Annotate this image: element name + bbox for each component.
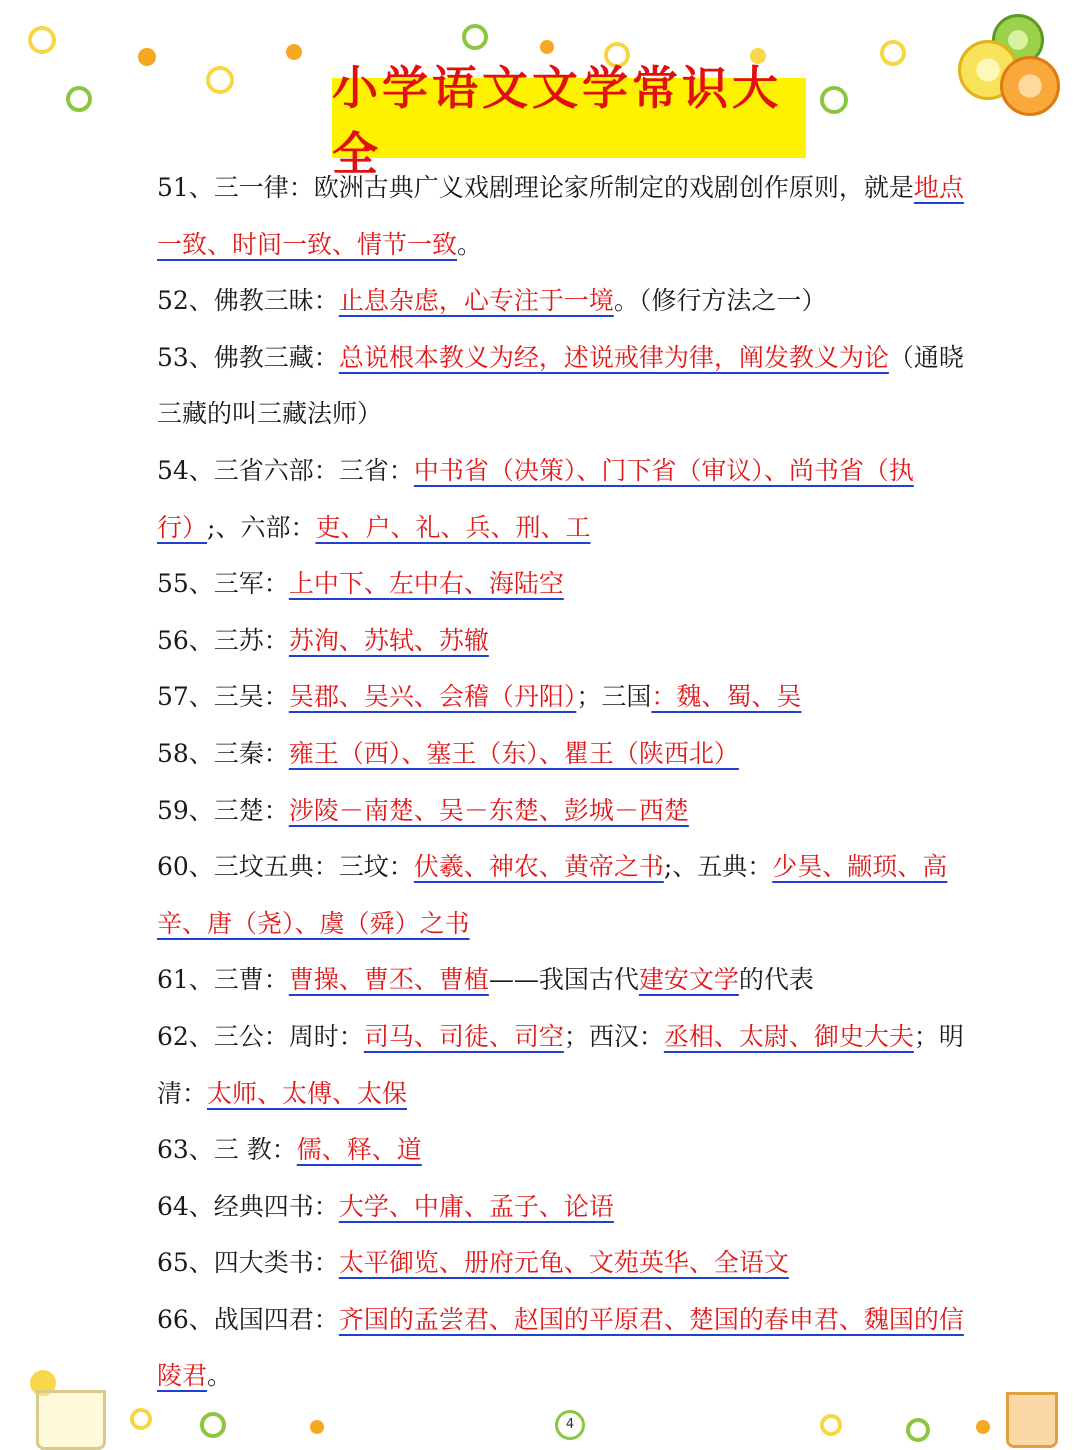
entry-label: 66、战国四君：	[157, 1304, 339, 1334]
entry-label: 57、三吴：	[157, 682, 289, 712]
entry-suffix: 。	[207, 1361, 233, 1391]
entry-answer: 大学、中庸、孟子、论语	[338, 1191, 614, 1221]
entry-answer: 吴郡、吴兴、会稽（丹阳）	[288, 682, 577, 712]
page-number: 4	[555, 1410, 585, 1440]
entry-answer: 丞相、太尉、御史大夫	[663, 1021, 914, 1051]
entry-answer: 中书省（决策）、门下省（审议）、尚书省（执行）	[157, 455, 914, 542]
list-item-57	[157, 669, 983, 726]
entry-label: 58、三秦：	[157, 738, 289, 768]
entry-answer: 儒、释、道	[296, 1135, 422, 1165]
entry-label: 65、四大类书：	[157, 1248, 339, 1278]
orange-slice-icon	[1000, 56, 1060, 116]
entry-mid: ；明清：	[157, 1021, 964, 1108]
list-item-54	[157, 443, 983, 556]
entry-label: 53、佛教三藏：	[157, 342, 339, 372]
entry-label: 51、三一律：欧洲古典广义戏剧理论家所制定的戏剧创作原则，就是	[157, 173, 914, 202]
entry-answer: 吏、户、礼、兵、刑、工	[315, 512, 591, 542]
entry-suffix: 。	[457, 229, 483, 259]
entry-answer: 止息杂虑，心专注于一境	[338, 286, 614, 316]
entry-answer: 涉陵－南楚、吴－东楚、彭城－西楚	[288, 795, 689, 825]
knowledge-list	[157, 160, 983, 1405]
entry-answer: 苏洵、苏轼、苏辙	[288, 625, 489, 655]
entry-label: 63、三 教：	[157, 1135, 297, 1165]
list-item-55	[157, 556, 983, 613]
entry-answer: 司马、司徒、司空	[363, 1021, 564, 1051]
decor-ring	[28, 26, 56, 54]
entry-answer: 曹操、曹丕、曹植	[288, 965, 489, 995]
entry-label: 54、三省六部：三省：	[157, 455, 414, 485]
list-item-53	[157, 330, 983, 443]
decor-ring	[206, 66, 234, 94]
entry-suffix: （通晓三藏的叫三藏法师）	[157, 342, 964, 429]
entry-label: 52、佛教三昧：	[157, 286, 339, 316]
list-item-58	[157, 726, 983, 783]
entry-answer: 建安文学	[638, 965, 739, 995]
lemonade-glass-icon	[36, 1390, 106, 1450]
decor-ring	[906, 1418, 930, 1442]
entry-answer: 雍王（西）、塞王（东）、瞿王（陕西北）	[288, 738, 739, 768]
entry-answer: 伏羲、神农、黄帝之书	[413, 852, 664, 882]
entry-label: 61、三曹：	[157, 965, 289, 995]
decor-dot	[310, 1420, 324, 1434]
entry-mid: ——我国古代	[488, 965, 639, 995]
list-item-52	[157, 273, 983, 330]
entry-label: 56、三苏：	[157, 625, 289, 655]
decor-ring	[880, 40, 906, 66]
entry-mid: ;、六部：	[207, 512, 316, 542]
decor-ring	[462, 24, 488, 50]
decor-ring	[130, 1408, 152, 1430]
entry-answer: 地点一致、时间一致、情节一致	[157, 173, 964, 259]
page-title: 小学语文文学常识大全	[332, 61, 782, 181]
list-item-60	[157, 839, 983, 952]
entry-label: 64、经典四书：	[157, 1191, 339, 1221]
entry-label: 62、三公：周时：	[157, 1021, 364, 1051]
list-item-51	[157, 160, 983, 273]
entry-answer: 太师、太傅、太保	[207, 1078, 408, 1108]
list-item-64	[157, 1179, 983, 1236]
decor-dot	[286, 44, 302, 60]
list-item-56	[157, 613, 983, 670]
decor-ring	[200, 1412, 226, 1438]
entry-label: 55、三军：	[157, 569, 289, 599]
entry-mid: ;、五典：	[663, 852, 773, 882]
list-item-62	[157, 1009, 983, 1122]
orange-juice-glass-icon	[1006, 1392, 1058, 1448]
list-item-66	[157, 1292, 983, 1405]
entry-answer: 太平御览、册府元龟、文苑英华、全语文	[338, 1248, 789, 1278]
entry-answer: 上中下、左中右、海陆空	[288, 569, 564, 599]
entry-answer: ：魏、蜀、吴	[651, 682, 802, 712]
decor-dot	[138, 48, 156, 66]
list-item-65	[157, 1235, 983, 1292]
list-item-61	[157, 952, 983, 1009]
decor-dot	[976, 1420, 990, 1434]
decor-ring	[66, 86, 92, 112]
entry-label: 60、三坟五典：三坟：	[157, 852, 414, 882]
entry-answer: 齐国的孟尝君、赵国的平原君、楚国的春申君、魏国的信陵君	[157, 1304, 964, 1391]
decor-ring	[820, 1414, 842, 1436]
entry-suffix: 。（修行方法之一）	[613, 286, 827, 316]
entry-suffix: 的代表	[738, 965, 814, 995]
list-item-63	[157, 1122, 983, 1179]
entry-label: 59、三楚：	[157, 795, 289, 825]
entry-mid: ；西汉：	[563, 1021, 664, 1051]
entry-answer: 少昊、颛顼、高辛、唐（尧）、虞（舜）之书	[157, 852, 948, 938]
decor-ring	[820, 86, 848, 114]
entry-answer: 总说根本教义为经，述说戒律为律，阐发教义为论	[338, 342, 889, 372]
entry-mid: ；三国	[576, 682, 652, 712]
list-item-59	[157, 783, 983, 840]
title-banner	[332, 61, 806, 181]
